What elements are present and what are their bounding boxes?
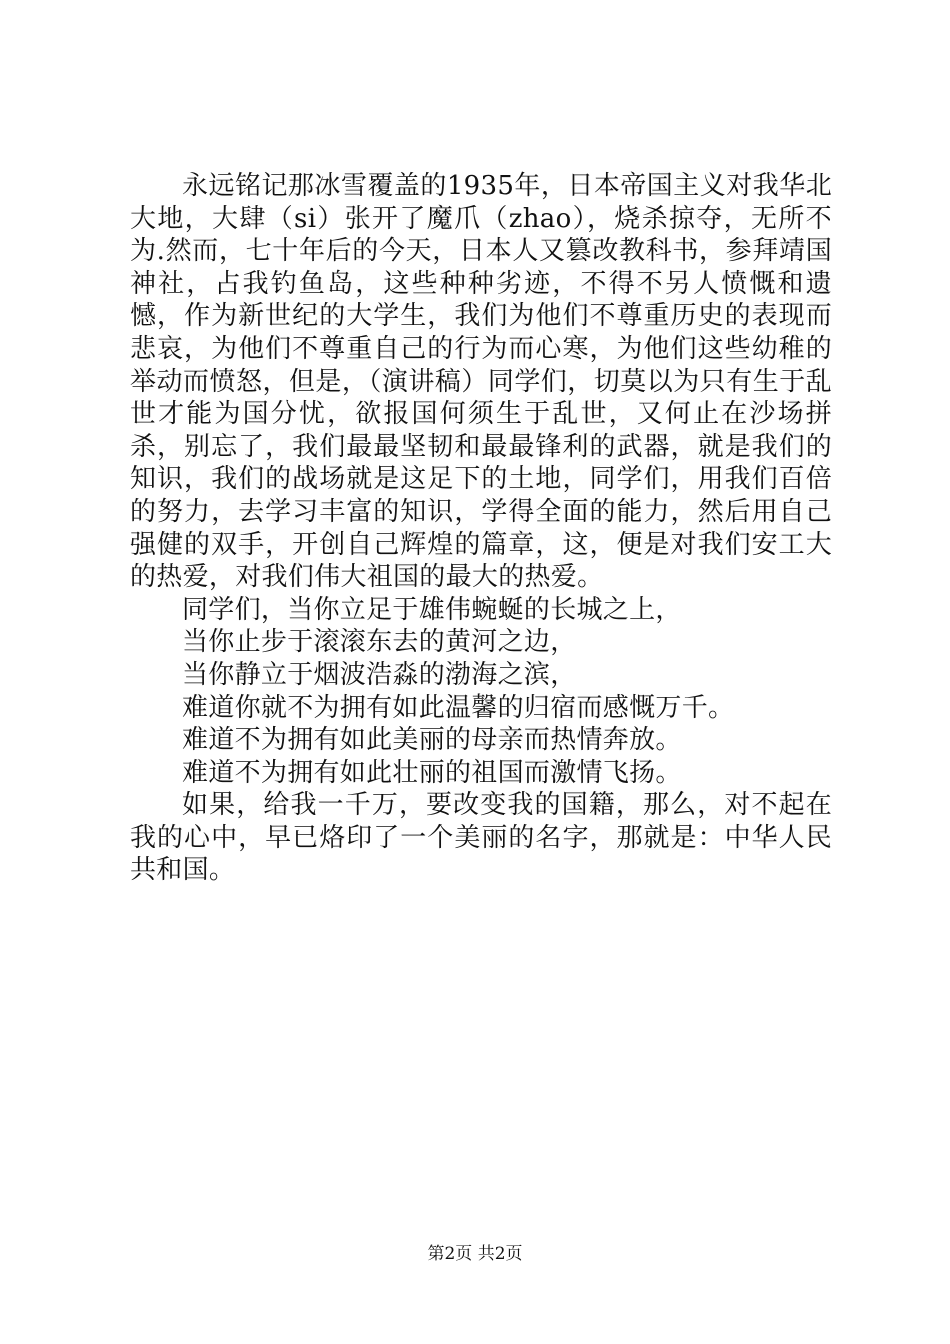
paragraph-closing: 如果，给我一千万，要改变我的国籍，那么，对不起在我的心中，早已烙印了一个美丽的名字，那就是：中华人民共和国。 bbox=[130, 790, 832, 886]
paragraph-motherland: 难道不为拥有如此壮丽的祖国而激情飞扬。 bbox=[182, 757, 682, 788]
paragraph-bohai-sea: 当你静立于烟波浩淼的渤海之滨， bbox=[182, 659, 577, 690]
paragraph-yellow-river: 当你止步于滚滚东去的黄河之边， bbox=[182, 627, 577, 658]
document-body bbox=[130, 170, 832, 887]
page-number-footer: 第2页 共2页 bbox=[427, 1244, 523, 1264]
paragraph-memory: 永远铭记那冰雪覆盖的1935年，日本帝国主义对我华北大地，大肆（si）张开了魔爪（zhao），烧杀掠夺，无所不为.然而，七十年后的今天，日本人又篡改教科书，参拜靖国神社，占我钓鱼岛，这些种种劣迹，不得不另人愤慨和遗憾，作为新世纪的大学生，我们为他们不尊重历史的表现而悲哀，为他们不尊重自己的行为而心寒，为他们这些幼稚的举动而愤怒，但是，（演讲稿）同学们，切莫以为只有生于乱世才能为国分忧，欲报国何须生于乱世，又何止在沙场拼杀，别忘了，我们最最坚韧和最最锋利的武器，就是我们的知识，我们的战场就是这足下的土地，同学们，用我们百倍的努力，去学习丰富的知识，学得全面的能力，然后用自己强健的双手，开创自己辉煌的篇章，这，便是对我们安工大的热爱，对我们伟大祖国的最大的热爱。 bbox=[130, 171, 832, 593]
paragraph-home: 难道你就不为拥有如此温馨的归宿而感慨万千。 bbox=[182, 692, 735, 723]
paragraph-mother: 难道不为拥有如此美丽的母亲而热情奔放。 bbox=[182, 725, 682, 756]
paragraph-great-wall: 同学们，当你立足于雄伟蜿蜒的长城之上， bbox=[182, 594, 682, 625]
